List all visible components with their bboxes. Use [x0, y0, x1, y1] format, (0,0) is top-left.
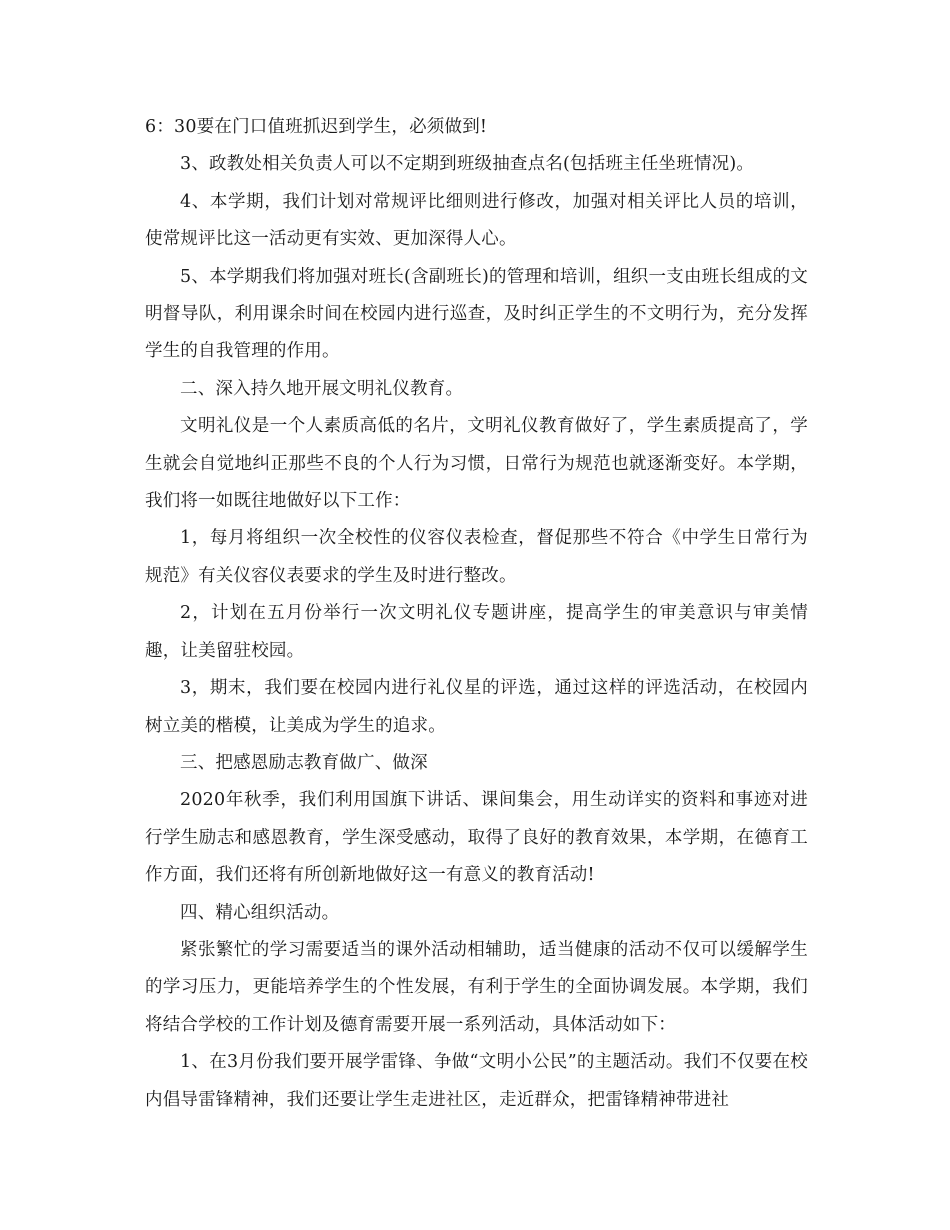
paragraph: 1，每月将组织一次全校性的仪容仪表检查，督促那些不符合《中学生日常行为规范》有关仪容仪表要求的学生及时进行整改。	[145, 528, 808, 586]
paragraph: 3，期末，我们要在校园内进行礼仪星的评选，通过这样的评选活动，在校园内树立美的楷模，让美成为学生的追求。	[145, 678, 808, 736]
paragraph: 6：30要在门口值班抓迟到学生，必须做到!	[145, 117, 488, 137]
paragraph: 5、本学期我们将加强对班长(含副班长)的管理和培训，组织一支由班长组成的文明督导队，利用课余时间在校园内进行巡查，及时纠正学生的不文明行为，充分发挥学生的自我管理的作用。	[145, 266, 808, 362]
section-heading: 四、精心组织活动。	[180, 902, 340, 923]
document-body	[145, 109, 808, 1119]
paragraph: 文明礼仪是一个人素质高低的名片，文明礼仪教育做好了，学生素质提高了，学生就会自觉地纠正那些不良的个人行为习惯，日常行为规范也就逐渐变好。本学期，我们将一如既往地做好以下工作：	[145, 416, 808, 512]
paragraph: 2，计划在五月份举行一次文明礼仪专题讲座，提高学生的审美意识与审美情趣，让美留驻校园。	[145, 603, 808, 661]
paragraph: 3、政教处相关负责人可以不定期到班级抽查点名(包括班主任坐班情况)。	[180, 154, 755, 175]
paragraph: 紧张繁忙的学习需要适当的课外活动相辅助，适当健康的活动不仅可以缓解学生的学习压力，更能培养学生的个性发展，有利于学生的全面协调发展。本学期，我们将结合学校的工作计划及德育需要开展一系列活动，具体活动如下：	[145, 939, 808, 1035]
section-heading: 二、深入持久地开展文明礼仪教育。	[180, 378, 464, 399]
paragraph: 2020年秋季，我们利用国旗下讲话、课间集会，用生动详实的资料和事迹对进行学生励志和感恩教育，学生深受感动，取得了良好的教育效果，本学期，在德育工作方面，我们还将有所创新地做好这一有意义的教育活动!	[145, 790, 808, 886]
section-heading: 三、把感恩励志教育做广、做深	[180, 752, 428, 773]
paragraph: 1、在3月份我们要开展学雷锋、争做“文明小公民”的主题活动。我们不仅要在校内倡导雷锋精神，我们还要让学生走进社区，走近群众，把雷锋精神带进社	[145, 1052, 808, 1110]
paragraph: 4、本学期，我们计划对常规评比细则进行修改，加强对相关评比人员的培训，使常规评比这一活动更有实效、更加深得人心。	[145, 191, 808, 250]
